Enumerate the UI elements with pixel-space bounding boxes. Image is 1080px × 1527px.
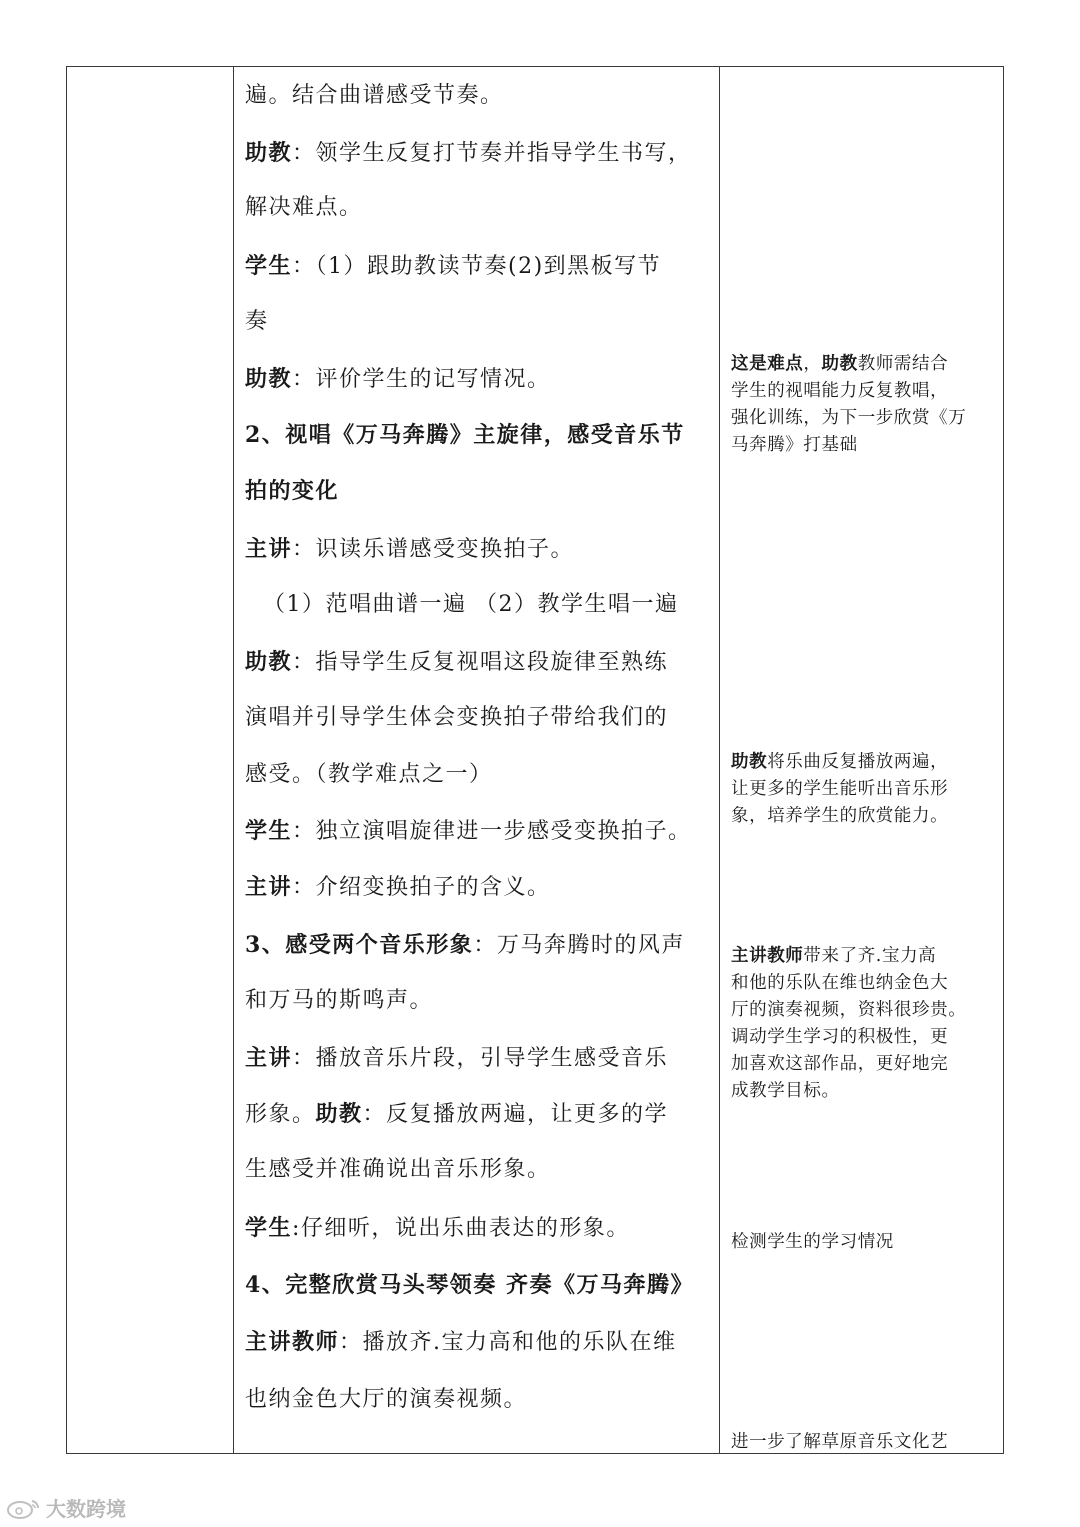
design-note bbox=[731, 749, 997, 830]
column-divider-left bbox=[233, 67, 234, 1453]
process-line bbox=[245, 1327, 677, 1358]
text: 加喜欢这部作品，更好地完 bbox=[731, 1054, 949, 1074]
bold-text: 学生 bbox=[245, 1215, 293, 1241]
text: （1）范唱曲谱一遍 （2）教学生唱一遍 bbox=[263, 592, 679, 617]
note-line bbox=[731, 1229, 997, 1256]
text: 进一步了解草原音乐文化艺 bbox=[731, 1432, 949, 1452]
text: 让更多的学生能听出音乐形 bbox=[731, 779, 949, 799]
text: ：评价学生的记写情况。 bbox=[292, 367, 551, 392]
process-line bbox=[245, 872, 551, 903]
process-line bbox=[245, 1043, 668, 1074]
text: 带来了齐.宝力高 bbox=[803, 946, 937, 966]
note-line bbox=[731, 1051, 997, 1078]
text: 生感受并准确说出音乐形象。 bbox=[245, 1157, 551, 1182]
text: 奏 bbox=[245, 309, 269, 334]
process-line bbox=[245, 930, 685, 961]
process-line bbox=[245, 138, 692, 169]
process-line bbox=[263, 590, 679, 620]
text: 强化训练，为下一步欣赏《万 bbox=[731, 408, 967, 428]
text: 检测学生的学习情况 bbox=[731, 1232, 894, 1252]
bold-text: 2、视唱《万马奔腾》主旋律，感受音乐节 bbox=[245, 422, 685, 448]
design-note bbox=[731, 1429, 997, 1456]
note-line bbox=[731, 803, 997, 830]
bold-text: 助教 bbox=[315, 1101, 363, 1127]
text: ：（1）跟助教读节奏(2)到黑板写节 bbox=[292, 254, 662, 279]
column-divider-right bbox=[719, 67, 720, 1453]
text: 教师需结合 bbox=[857, 354, 949, 374]
note-line bbox=[731, 405, 997, 432]
bold-text: 助教 bbox=[245, 366, 293, 392]
note-line bbox=[731, 351, 997, 378]
process-line bbox=[245, 760, 493, 790]
text: 感受。（教学难点之一） bbox=[245, 762, 493, 787]
text: ：领学生反复打节奏并指导学生书写， bbox=[292, 141, 692, 166]
process-line bbox=[245, 1155, 551, 1185]
text: ：介绍变换拍子的含义。 bbox=[292, 875, 551, 900]
bold-text: 助教 bbox=[731, 752, 768, 772]
note-line bbox=[731, 1078, 997, 1105]
process-line bbox=[245, 420, 685, 451]
bold-text: 助教 bbox=[245, 649, 293, 675]
process-line bbox=[245, 703, 668, 733]
text: 成教学目标。 bbox=[731, 1081, 840, 1101]
process-line bbox=[245, 81, 504, 111]
text: 将乐曲反复播放两遍， bbox=[767, 752, 949, 772]
process-line bbox=[245, 1213, 630, 1244]
process-line bbox=[245, 816, 692, 847]
bold-text: 助教 bbox=[821, 354, 858, 374]
bold-text: 主讲 bbox=[245, 1045, 293, 1071]
text: ：播放齐.宝力高和他的乐队在维 bbox=[339, 1330, 677, 1355]
note-line bbox=[731, 776, 997, 803]
text: 遍。结合曲谱感受节奏。 bbox=[245, 83, 504, 108]
watermark-text: 大数跨境 bbox=[46, 1497, 126, 1521]
text: 马奔腾》打基础 bbox=[731, 435, 858, 455]
bold-text: 这是难点 bbox=[731, 354, 804, 374]
note-line bbox=[731, 997, 997, 1024]
bold-text: 3、感受两个音乐形象 bbox=[245, 932, 474, 958]
note-line bbox=[731, 749, 997, 776]
bold-text: 主讲教师 bbox=[731, 946, 804, 966]
design-note bbox=[731, 1229, 997, 1256]
process-line bbox=[245, 647, 668, 678]
process-line bbox=[245, 1270, 694, 1301]
bold-text: 助教 bbox=[245, 140, 293, 166]
text: 学生的视唱能力反复教唱， bbox=[731, 381, 949, 401]
text: 也纳金色大厅的演奏视频。 bbox=[245, 1387, 528, 1412]
process-line bbox=[245, 476, 339, 507]
text: ：指导学生反复视唱这段旋律至熟练 bbox=[292, 650, 669, 675]
text: 象，培养学生的欣赏能力。 bbox=[731, 806, 949, 826]
process-line bbox=[245, 364, 551, 395]
text: :仔细听，说出乐曲表达的形象。 bbox=[292, 1216, 630, 1241]
text: 解决难点。 bbox=[245, 195, 363, 220]
text: 和他的乐队在维也纳金色大 bbox=[731, 973, 949, 993]
process-line bbox=[245, 251, 661, 282]
process-line bbox=[245, 986, 433, 1016]
design-note bbox=[731, 943, 997, 1105]
text: ：独立演唱旋律进一步感受变换拍子。 bbox=[292, 819, 692, 844]
text: 和万马的斯鸣声。 bbox=[245, 988, 434, 1013]
watermark bbox=[6, 1493, 126, 1522]
note-line bbox=[731, 1024, 997, 1051]
process-line bbox=[245, 1385, 527, 1415]
process-line bbox=[245, 1099, 668, 1130]
text: ：识读乐谱感受变换拍子。 bbox=[292, 537, 575, 562]
text: ：万马奔腾时的风声 bbox=[473, 933, 685, 958]
note-line bbox=[731, 943, 997, 970]
process-line bbox=[245, 193, 363, 223]
process-line bbox=[245, 534, 574, 565]
note-line bbox=[731, 1429, 997, 1456]
text: ：反复播放两遍，让更多的学 bbox=[362, 1102, 669, 1127]
bold-text: 学生 bbox=[245, 253, 293, 279]
note-line bbox=[731, 432, 997, 459]
text: 形象。 bbox=[245, 1102, 316, 1127]
text: 厅的演奏视频，资料很珍贵。 bbox=[731, 1000, 967, 1020]
bold-text: 学生 bbox=[245, 818, 293, 844]
bold-text: 拍的变化 bbox=[245, 478, 340, 504]
text: ：播放音乐片段，引导学生感受音乐 bbox=[292, 1046, 669, 1071]
bold-text: 4、完整欣赏马头琴领奏 齐奏《万马奔腾》 bbox=[245, 1272, 694, 1298]
process-line bbox=[245, 307, 269, 337]
lesson-plan-table bbox=[66, 66, 1004, 1454]
text: 调动学生学习的积极性，更 bbox=[731, 1027, 949, 1047]
note-line bbox=[731, 378, 997, 405]
bold-text: 主讲教师 bbox=[245, 1329, 340, 1355]
weibo-logo-icon bbox=[6, 1497, 42, 1519]
bold-text: 主讲 bbox=[245, 874, 293, 900]
note-line bbox=[731, 970, 997, 997]
design-note bbox=[731, 351, 997, 459]
bold-text: 主讲 bbox=[245, 536, 293, 562]
text: ， bbox=[803, 354, 822, 374]
text: 演唱并引导学生体会变换拍子带给我们的 bbox=[245, 705, 669, 730]
